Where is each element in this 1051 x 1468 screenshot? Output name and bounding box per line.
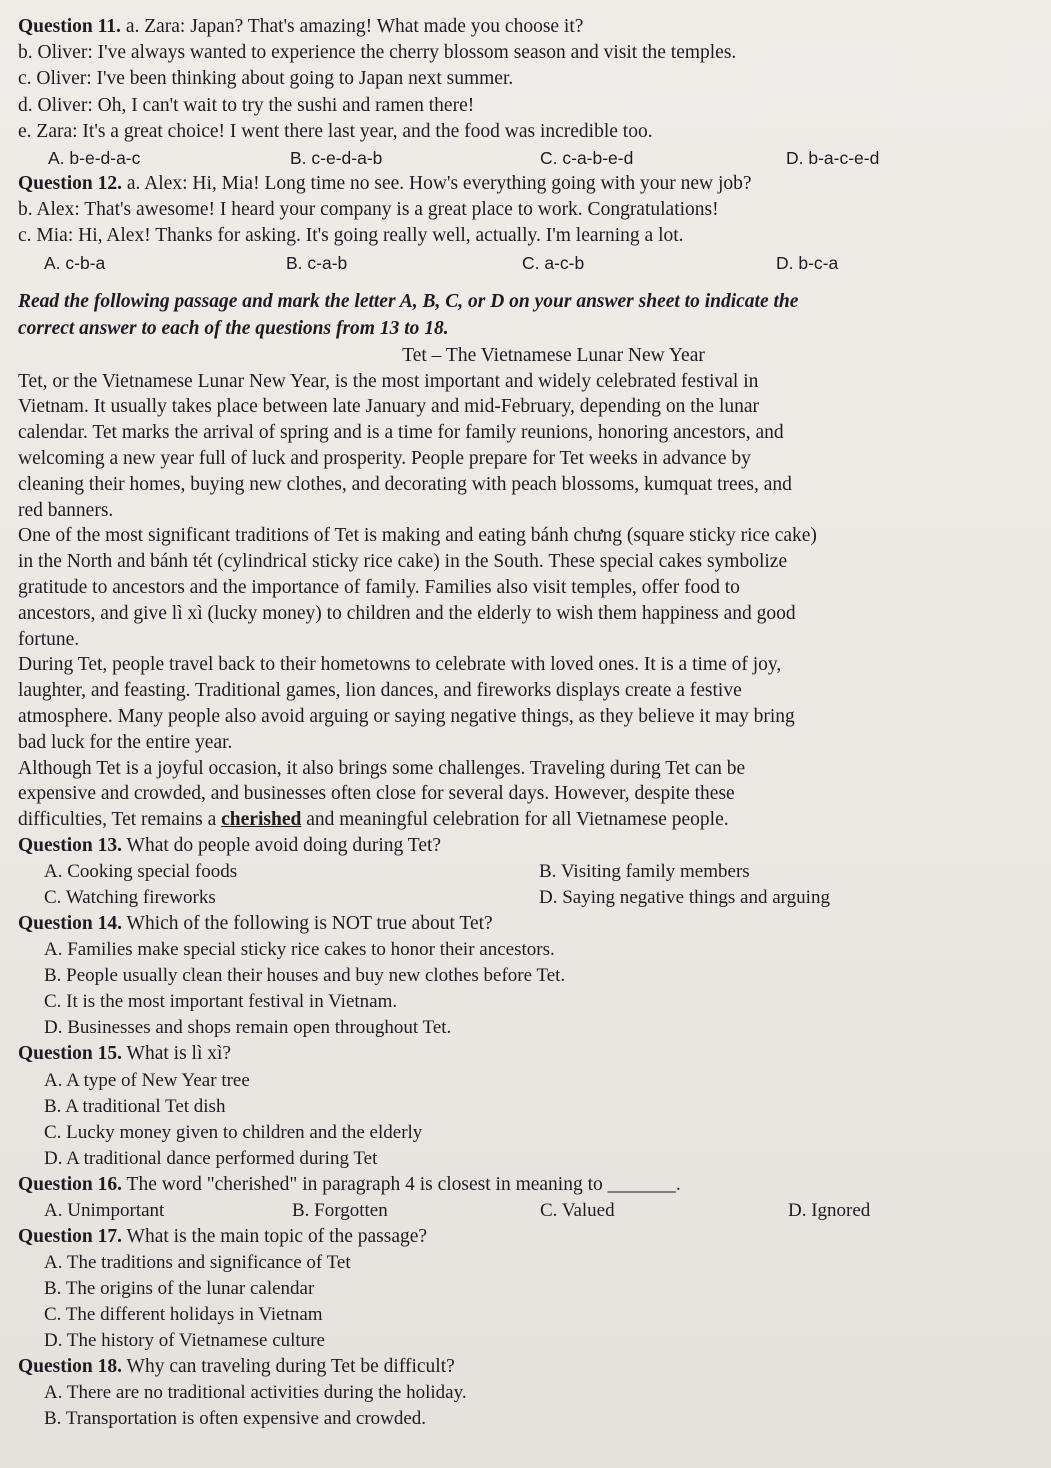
q11-option-c[interactable]: C. c-a-b-e-d <box>540 148 634 169</box>
passage-paragraph-3 <box>18 652 1029 755</box>
q17-option-a[interactable]: A. The traditions and significance of Tet <box>44 1251 351 1273</box>
q11-line-d: d. Oliver: Oh, I can't wait to try the sushi and ramen there! <box>18 94 475 116</box>
p1-line: red banners. <box>18 499 114 521</box>
p4-text: difficulties, Tet remains a <box>18 809 217 831</box>
p3-line: During Tet, people travel back to their hometowns to celebrate with loved ones. It is a time of joy, <box>18 654 782 676</box>
q13-option-c[interactable]: C. Watching fireworks <box>44 887 216 909</box>
q12-options <box>18 250 1029 276</box>
p1-line: calendar. Tet marks the arrival of spring and is a time for family reunions, honoring ancestors, and <box>18 422 784 444</box>
question-13 <box>18 833 1029 911</box>
q17-options <box>18 1250 1029 1354</box>
q17-text: What is the main topic of the passage? <box>126 1225 428 1247</box>
question-16 <box>18 1172 1029 1224</box>
q16-number: Question 16. <box>18 1173 123 1195</box>
p1-line: Tet, or the Vietnamese Lunar New Year, is the most important and widely celebrated festival in <box>18 370 759 392</box>
q12-line-b: b. Alex: That's awesome! I heard your company is a great place to work. Congratulations! <box>18 199 719 221</box>
q13-text: What do people avoid doing during Tet? <box>126 834 442 856</box>
q11-line-c: c. Oliver: I've been thinking about going to Japan next summer. <box>18 68 514 90</box>
p2-line: One of the most significant traditions of Tet is making and eating bánh chưng (square sticky rice cake) <box>18 525 817 547</box>
q14-option-d[interactable]: D. Businesses and shops remain open throughout Tet. <box>44 1017 452 1039</box>
q12-option-d[interactable]: D. b-c-a <box>776 252 839 273</box>
passage-paragraph-2 <box>18 523 1029 652</box>
p4-line: expensive and crowded, and businesses often close for several days. However, despite these <box>18 783 735 805</box>
question-11 <box>18 14 1029 171</box>
passage-paragraph-1 <box>18 369 1029 524</box>
question-12 <box>18 171 1029 276</box>
question-17 <box>18 1224 1029 1354</box>
q15-options <box>18 1068 1029 1172</box>
q14-number: Question 14. <box>18 913 123 935</box>
q16-text: The word "cherished" in paragraph 4 is closest in meaning to _______. <box>126 1173 681 1195</box>
p3-line: atmosphere. Many people also avoid arguing or saying negative things, as they believe it may bring <box>18 705 795 727</box>
q12-option-a[interactable]: A. c-b-a <box>44 252 106 273</box>
p4-text: and meaningful celebration for all Vietnamese people. <box>306 809 729 831</box>
q13-options <box>18 859 1029 911</box>
q16-option-a[interactable]: A. Unimportant <box>44 1199 165 1221</box>
q12-line-c: c. Mia: Hi, Alex! Thanks for asking. It's going really well, actually. I'm learning a lot. <box>18 225 684 247</box>
p1-line: Vietnam. It usually takes place between late January and mid-February, depending on the lunar <box>18 396 760 418</box>
q18-option-a[interactable]: A. There are no traditional activities during the holiday. <box>44 1382 467 1404</box>
q18-number: Question 18. <box>18 1355 123 1377</box>
q16-option-c[interactable]: C. Valued <box>540 1199 615 1221</box>
p2-line: fortune. <box>18 628 80 650</box>
q17-option-d[interactable]: D. The history of Vietnamese culture <box>44 1329 325 1351</box>
q14-options <box>18 937 1029 1041</box>
q17-number: Question 17. <box>18 1225 123 1247</box>
passage-title: Tet – The Vietnamese Lunar New Year <box>402 344 705 366</box>
q13-option-b[interactable]: B. Visiting family members <box>539 861 750 883</box>
q18-option-b[interactable]: B. Transportation is often expensive and crowded. <box>44 1408 427 1430</box>
q12-line-a <box>18 171 1029 197</box>
instruction-line-2: correct answer to each of the questions from 13 to 18. <box>18 317 449 339</box>
p1-line: welcoming a new year full of luck and prosperity. People prepare for Tet weeks in advance by <box>18 448 751 470</box>
q14-option-b[interactable]: B. People usually clean their houses and buy new clothes before Tet. <box>44 965 566 987</box>
reading-instruction <box>18 288 1029 342</box>
q15-option-b[interactable]: B. A traditional Tet dish <box>44 1095 226 1117</box>
q18-text: Why can traveling during Tet be difficult? <box>126 1355 455 1377</box>
q12-option-c[interactable]: C. a-c-b <box>522 252 585 273</box>
p4-line <box>18 807 1029 833</box>
q11-text-a: a. Zara: Japan? That's amazing! What made you choose it? <box>125 16 584 37</box>
q11-option-a[interactable]: A. b-e-d-a-c <box>48 148 141 169</box>
q15-text: What is lì xì? <box>126 1043 232 1065</box>
q17-option-c[interactable]: C. The different holidays in Vietnam <box>44 1303 323 1325</box>
q16-options <box>18 1198 1029 1224</box>
q16-option-b[interactable]: B. Forgotten <box>292 1199 388 1221</box>
p2-line: gratitude to ancestors and the importance of family. Families also visit temples, offer food to <box>18 577 740 598</box>
q14-text: Which of the following is NOT true about Tet? <box>126 913 493 935</box>
p2-line: ancestors, and give lì xì (lucky money) to children and the elderly to wish them happiness and good <box>18 602 796 624</box>
q12-text-a: a. Alex: Hi, Mia! Long time no see. How's everything going with your new job? <box>126 173 752 195</box>
q11-options <box>18 145 1029 171</box>
q11-option-b[interactable]: B. c-e-d-a-b <box>290 148 383 169</box>
keyword-cherished: cherished <box>221 809 302 831</box>
q11-number: Question 11. <box>18 16 121 37</box>
q15-number: Question 15. <box>18 1043 123 1065</box>
q18-options <box>18 1380 1029 1432</box>
q12-option-b[interactable]: B. c-a-b <box>286 252 348 273</box>
passage-paragraph-4 <box>18 756 1029 833</box>
question-18 <box>18 1354 1029 1432</box>
q12-number: Question 12. <box>18 173 123 195</box>
question-14 <box>18 911 1029 1041</box>
q14-option-a[interactable]: A. Families make special sticky rice cakes to honor their ancestors. <box>44 939 555 961</box>
q14-option-c[interactable]: C. It is the most important festival in Vietnam. <box>44 991 398 1013</box>
p4-line: Although Tet is a joyful occasion, it also brings some challenges. Traveling during Tet can be <box>18 757 746 779</box>
q13-option-a[interactable]: A. Cooking special foods <box>44 861 238 883</box>
q15-option-a[interactable]: A. A type of New Year tree <box>44 1069 250 1091</box>
p3-line: laughter, and feasting. Traditional games, lion dances, and fireworks displays create a festive <box>18 680 742 702</box>
q11-line-e: e. Zara: It's a great choice! I went there last year, and the food was incredible too. <box>18 120 653 142</box>
question-15 <box>18 1041 1029 1171</box>
q16-option-d[interactable]: D. Ignored <box>788 1199 871 1221</box>
q13-option-d[interactable]: D. Saying negative things and arguing <box>539 887 830 909</box>
p3-line: bad luck for the entire year. <box>18 731 233 753</box>
q11-line-a <box>18 14 1029 40</box>
q13-number: Question 13. <box>18 834 123 856</box>
p1-line: cleaning their homes, buying new clothes, and decorating with peach blossoms, kumquat trees, and <box>18 473 792 495</box>
p2-line: in the North and bánh tét (cylindrical sticky rice cake) in the South. These special cakes symbolize <box>18 551 788 573</box>
q17-option-b[interactable]: B. The origins of the lunar calendar <box>44 1277 315 1299</box>
q11-line-b: b. Oliver: I've always wanted to experience the cherry blossom season and visit the temples. <box>18 42 737 64</box>
q15-option-d[interactable]: D. A traditional dance performed during Tet <box>44 1147 378 1169</box>
q11-option-d[interactable]: D. b-a-c-e-d <box>786 148 880 169</box>
q15-option-c[interactable]: C. Lucky money given to children and the elderly <box>44 1121 423 1143</box>
instruction-line-1: Read the following passage and mark the letter A, B, C, or D on your answer sheet to indicate the <box>18 290 799 312</box>
